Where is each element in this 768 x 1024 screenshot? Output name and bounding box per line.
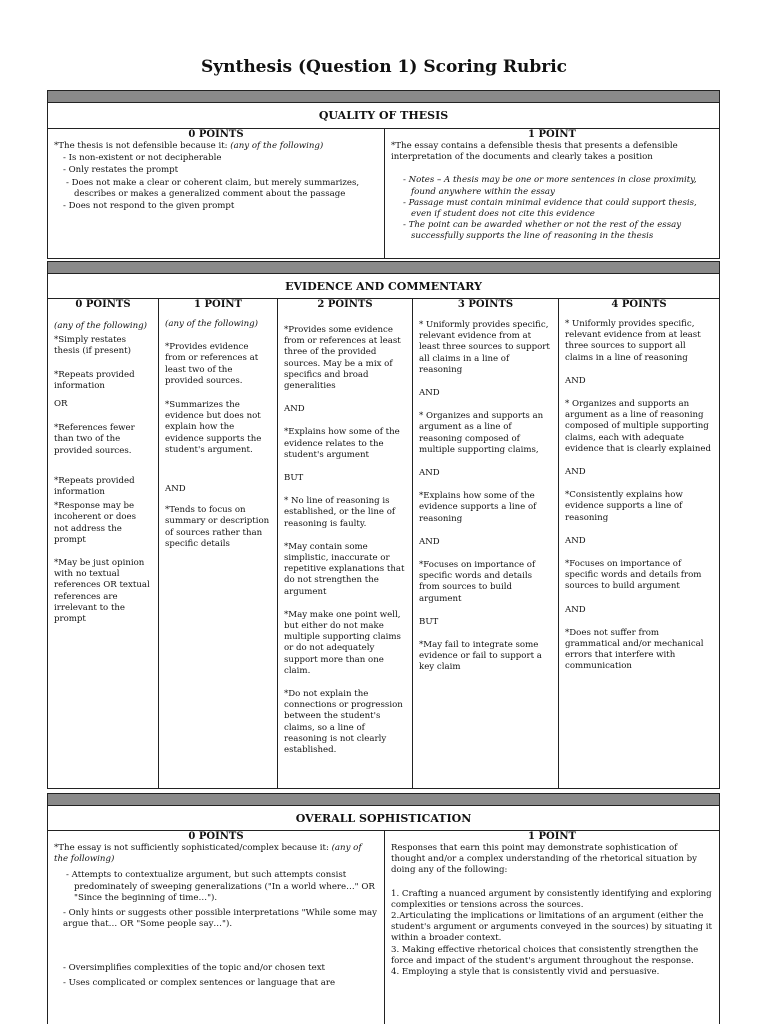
- thesis-note: - The point can be awarded whether or not the rest of the essay successfully supports the line of reasoning in the thesis: [403, 220, 682, 242]
- sophistication-one-item: 2.Articulating the implications or limitations of an argument (either the student's argument or arguments conveyed in the sources) by situating it within a broader context.: [391, 911, 712, 944]
- evidence-item: *Summarizes the evidence but does not explain how the evidence supports the student's argument.: [165, 400, 262, 455]
- evidence-item: (any of the following): [165, 319, 259, 329]
- sophistication-zero-item: - Oversimplifies complexities of the topic and/or chosen text: [63, 963, 325, 974]
- sophistication-one-column: [384, 831, 719, 1024]
- evidence-item: AND: [165, 484, 186, 495]
- evidence-item: *Focuses on importance of specific words and details from sources to build argument: [419, 560, 536, 604]
- evidence-column-1: [158, 299, 277, 788]
- evidence-item: *Explains how some of the evidence supports a line of reasoning: [419, 491, 537, 524]
- evidence-column-head: 4 POINTS: [611, 299, 667, 310]
- evidence-column-3: [412, 299, 558, 788]
- evidence-item: * Uniformly provides specific, relevant evidence from at least three sources to support all claims in a line of reasoning: [565, 319, 701, 363]
- evidence-item: *Consistently explains how evidence supports a line of reasoning: [565, 490, 683, 523]
- sophistication-zero-intro: *The essay is not sufficiently sophisticated/complex because it: (any of the following): [54, 843, 362, 865]
- evidence-column-head: 0 POINTS: [75, 299, 131, 310]
- evidence-item: *Tends to focus on summary or description of sources rather than specific details: [165, 505, 270, 549]
- page-title: Synthesis (Question 1) Scoring Rubric: [200, 57, 568, 77]
- evidence-item: *Repeats provided information: [54, 369, 135, 391]
- sophistication-one-head: 1 POINT: [528, 831, 576, 842]
- evidence-item: AND: [565, 375, 586, 386]
- sophistication-zero-column: [48, 831, 384, 1024]
- evidence-item: *Simply restates thesis (if present): [54, 335, 131, 357]
- sophistication-one-intro: Responses that earn this point may demonstrate sophistication of thought and/or a complex understanding of the rhetorical situation by doing any of the following:: [391, 843, 697, 876]
- sophistication-section: [47, 805, 720, 1024]
- sophistication-one-item: 4. Employing a style that is consistently vivid and persuasive.: [391, 967, 660, 978]
- evidence-column-head: 2 POINTS: [317, 299, 373, 310]
- evidence-item: AND: [284, 404, 305, 415]
- thesis-zero-head: 0 POINTS: [188, 129, 244, 140]
- sophistication-zero-head: 0 POINTS: [188, 831, 244, 842]
- thesis-zero-item: - Only restates the prompt: [63, 165, 179, 176]
- evidence-item: *Response may be incoherent or does not address the prompt: [54, 501, 136, 545]
- evidence-item: (any of the following): [54, 321, 148, 331]
- evidence-item: *May fail to integrate some evidence or fail to support a key claim: [419, 640, 542, 673]
- evidence-item: AND: [565, 535, 586, 546]
- evidence-column-4: [558, 299, 719, 788]
- evidence-column-0: [48, 299, 158, 788]
- thesis-section: [47, 102, 720, 259]
- evidence-item: OR: [54, 399, 68, 410]
- evidence-item: BUT: [284, 473, 304, 484]
- evidence-item: AND: [419, 536, 440, 547]
- sophistication-zero-item: - Uses complicated or complex sentences or language that are: [63, 977, 336, 988]
- thesis-one-column: [384, 129, 719, 258]
- evidence-heading: EVIDENCE AND COMMENTARY: [48, 274, 719, 299]
- thesis-note: - Notes – A thesis may be one or more sentences in close proximity, found anywhere within the essay: [403, 175, 697, 197]
- sophistication-one-item: 3. Making effective rhetorical choices that consistently strengthen the force and impact of the student's argument throughout the response.: [391, 944, 699, 966]
- sophistication-one-item: 1. Crafting a nuanced argument by consistently identifying and exploring complexities or tensions across the sources.: [391, 888, 712, 910]
- evidence-column-head: 3 POINTS: [457, 299, 514, 310]
- sophistication-zero-item: - Only hints or suggests other possible interpretations "While some may argue that… OR "Some people say…").: [63, 908, 377, 930]
- evidence-item: *Repeats provided information: [54, 475, 135, 498]
- sophistication-zero-item: - Attempts to contextualize argument, but such attempts consist predominately of sweeping generalizations ("In a world where…" OR "Since the beginning of time…").: [66, 870, 375, 903]
- evidence-item: AND: [565, 467, 586, 478]
- evidence-item: *Provides evidence from or references at least two of the provided sources.: [165, 342, 259, 386]
- thesis-one-head: 1 POINT: [528, 129, 576, 140]
- evidence-item: *Provides some evidence from or references at least three of the provided sources. May be a mix of specifics and broad generalities: [284, 325, 401, 392]
- sophistication-heading: OVERALL SOPHISTICATION: [48, 806, 719, 831]
- evidence-item: * Organizes and supports an argument as a line of reasoning composed of multiple supporting claims,: [419, 411, 544, 455]
- thesis-zero-item: - Does not respond to the given prompt: [63, 201, 235, 212]
- thesis-heading: QUALITY OF THESIS: [48, 103, 719, 129]
- evidence-section: [47, 273, 720, 789]
- thesis-zero-item: - Does not make a clear or coherent claim, but merely summarizes, describes or makes a generalized comment about the passage: [66, 177, 360, 199]
- evidence-item: *May be just opinion with no textual references OR textual references are irrelevant to the prompt: [54, 558, 150, 625]
- thesis-zero-intro: *The thesis is not defensible because it: (any of the following): [54, 141, 324, 151]
- evidence-item: *May contain some simplistic, inaccurate or repetitive explanations that do not strengthen the argument: [284, 541, 405, 597]
- evidence-item: *References fewer than two of the provided sources.: [54, 423, 135, 456]
- thesis-zero-column: [48, 129, 384, 258]
- evidence-item: AND: [565, 604, 586, 615]
- evidence-item: * Uniformly provides specific, relevant evidence from at least three sources to support all claims in a line of reasoning: [419, 320, 550, 375]
- evidence-column-2: [277, 299, 412, 788]
- evidence-item: * Organizes and supports an argument as a line of reasoning composed of multiple supporting claims, each with adequate evidence that is clearly explained: [565, 399, 712, 454]
- thesis-note: - Passage must contain minimal evidence that could support thesis, even if student does not cite this evidence: [403, 197, 697, 220]
- evidence-item: AND: [419, 388, 440, 399]
- evidence-item: * No line of reasoning is established, or the line of reasoning is faulty.: [284, 496, 396, 529]
- evidence-column-head: 1 POINT: [194, 299, 242, 310]
- thesis-one-text: *The essay contains a defensible thesis that presents a defensible interpretation of the documents and clearly takes a position: [391, 141, 678, 163]
- thesis-zero-item: - Is non-existent or not decipherable: [63, 153, 222, 164]
- evidence-item: AND: [419, 468, 440, 479]
- evidence-item: *Does not suffer from grammatical and/or mechanical errors that interfere with communication: [565, 627, 704, 672]
- evidence-item: BUT: [419, 616, 439, 627]
- evidence-item: *Do not explain the connections or progression between the student's claims, so a line of reasoning is not clearly established.: [284, 689, 403, 756]
- evidence-item: *Focuses on importance of specific words and details from sources to build argument: [565, 559, 702, 592]
- evidence-item: *Explains how some of the evidence relates to the student's argument: [284, 427, 400, 460]
- evidence-item: *May make one point well, but either do not make multiple supporting claims or do not adequately support more than one claim.: [284, 609, 401, 676]
